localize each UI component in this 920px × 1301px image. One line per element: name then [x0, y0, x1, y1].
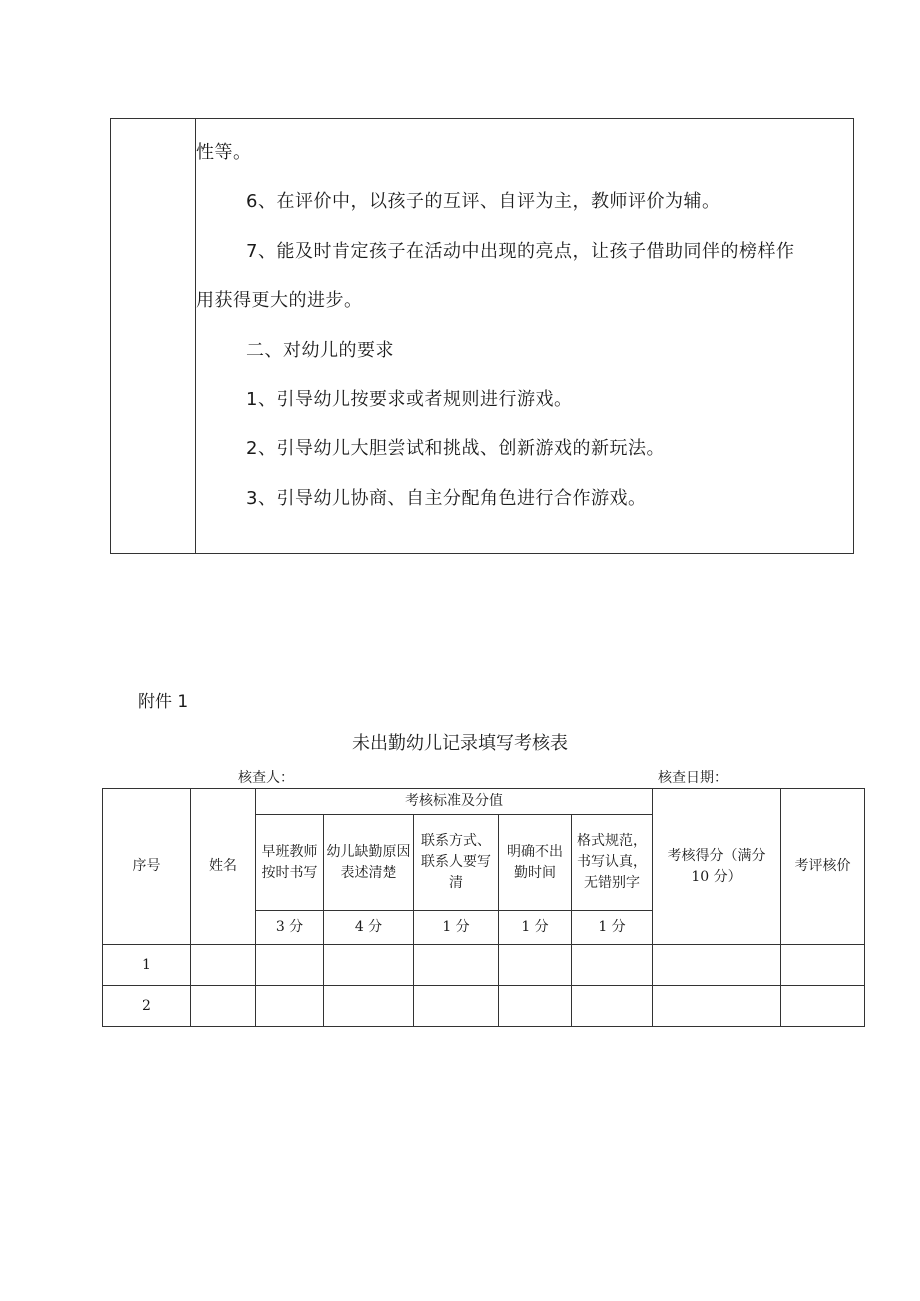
inspector-label: 核查人： — [238, 770, 294, 786]
criterion-score: 1 分 — [414, 911, 499, 945]
score-cell[interactable] — [499, 945, 572, 986]
index-header: 序号 — [103, 789, 191, 945]
score-cell[interactable] — [414, 945, 499, 986]
score-cell[interactable] — [572, 986, 653, 1027]
criterion-label: 明确不出勤时间 — [499, 815, 572, 911]
continuation-body — [196, 119, 843, 553]
review-header: 考评核价 — [781, 789, 865, 945]
appendix-label: 附件 1 — [138, 692, 189, 712]
body-line: 3、引导幼儿协商、自主分配角色进行合作游戏。 — [246, 488, 647, 509]
criterion-score: 1 分 — [572, 911, 653, 945]
form-title: 未出勤幼儿记录填写考核表 — [352, 733, 568, 754]
table-row — [103, 945, 865, 986]
continuation-left-column — [111, 119, 196, 553]
criterion-label: 幼儿缺勤原因表述清楚 — [324, 815, 414, 911]
criterion-label: 早班教师按时书写 — [256, 815, 324, 911]
section-heading: 二、对幼儿的要求 — [246, 340, 394, 361]
criterion-label: 格式规范，书写认真，无错别字 — [572, 815, 653, 911]
continuation-table — [110, 118, 854, 554]
assessment-table — [102, 788, 865, 1027]
criterion-score: 4 分 — [324, 911, 414, 945]
body-line: 1、引导幼儿按要求或者规则进行游戏。 — [246, 389, 573, 410]
review-cell[interactable] — [781, 986, 865, 1027]
score-cell[interactable] — [324, 945, 414, 986]
score-cell[interactable] — [499, 986, 572, 1027]
total-score-header: 考核得分（满分 10 分） — [653, 789, 781, 945]
criterion-score: 1 分 — [499, 911, 572, 945]
criterion-label: 联系方式、联系人要写清 — [414, 815, 499, 911]
table-row — [103, 986, 865, 1027]
score-cell[interactable] — [414, 986, 499, 1027]
check-date-label: 核查日期： — [658, 770, 728, 786]
name-header: 姓名 — [191, 789, 256, 945]
name-cell[interactable] — [191, 986, 256, 1027]
body-line: 2、引导幼儿大胆尝试和挑战、创新游戏的新玩法。 — [246, 438, 665, 459]
score-cell[interactable] — [256, 986, 324, 1027]
score-cell[interactable] — [256, 945, 324, 986]
review-cell[interactable] — [781, 945, 865, 986]
row-index: 2 — [103, 986, 191, 1027]
score-cell[interactable] — [572, 945, 653, 986]
total-score-cell[interactable] — [653, 945, 781, 986]
criteria-header: 考核标准及分值 — [256, 789, 653, 815]
body-line: 6、在评价中，以孩子的互评、自评为主，教师评价为辅。 — [246, 191, 721, 212]
body-line: 用获得更大的进步。 — [196, 290, 363, 311]
body-line: 7、能及时肯定孩子在活动中出现的亮点，让孩子借助同伴的榜样作 — [246, 241, 795, 262]
criterion-score: 3 分 — [256, 911, 324, 945]
name-cell[interactable] — [191, 945, 256, 986]
score-cell[interactable] — [324, 986, 414, 1027]
row-index: 1 — [103, 945, 191, 986]
body-line: 性等。 — [196, 142, 252, 163]
total-score-cell[interactable] — [653, 986, 781, 1027]
